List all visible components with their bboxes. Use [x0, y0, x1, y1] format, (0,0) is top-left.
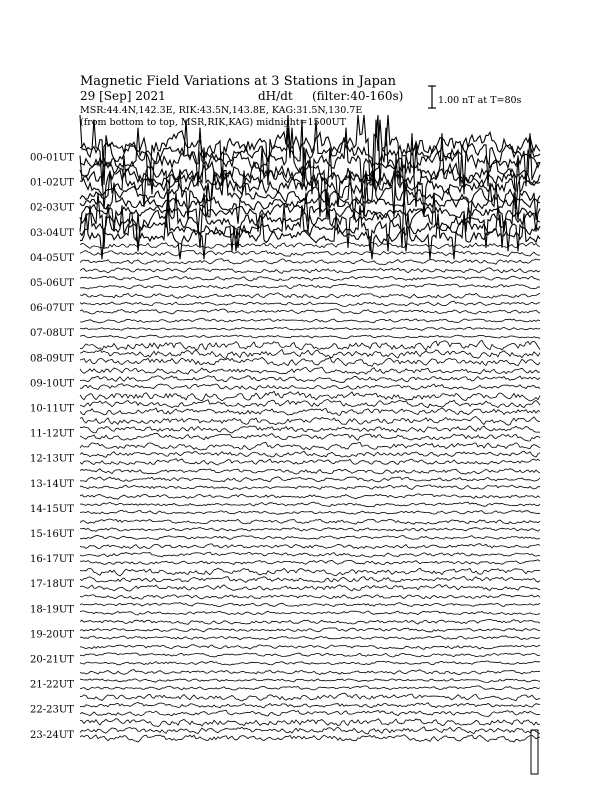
trace-12-13UT-1	[80, 451, 540, 457]
trace-18-19UT-2	[80, 595, 540, 599]
trace-04-05UT-1	[80, 250, 540, 256]
row-label-02-03UT: 02-03UT	[30, 202, 74, 214]
row-label-05-06UT: 05-06UT	[30, 278, 74, 289]
trace-15-16UT-0	[80, 535, 540, 539]
trace-21-22UT-0	[80, 686, 540, 690]
trace-17-18UT-0	[80, 585, 540, 591]
trace-20-21UT-0	[80, 661, 540, 665]
trace-09-10UT-1	[80, 376, 540, 383]
trace-18-19UT-1	[80, 603, 540, 607]
row-label-11-12UT: 11-12UT	[30, 428, 74, 440]
date-label: 29 [Sep] 2021	[80, 89, 166, 103]
trace-21-22UT-1	[80, 679, 540, 683]
trace-13-14UT-0	[80, 485, 540, 490]
trace-06-07UT-1	[80, 301, 540, 306]
trace-17-18UT-2	[80, 568, 540, 576]
row-label-18-19UT: 18-19UT	[30, 604, 74, 616]
trace-21-22UT-2	[80, 670, 540, 675]
trace-12-13UT-2	[80, 442, 540, 450]
filter-label: (filter:40-160s)	[312, 89, 404, 103]
trace-19-20UT-0	[80, 636, 540, 640]
trace-22-23UT-2	[80, 693, 540, 701]
trace-00-01UT-1	[80, 120, 540, 187]
trace-22-23UT-1	[80, 702, 540, 707]
trace-group	[80, 115, 540, 774]
row-label-01-02UT: 01-02UT	[30, 177, 74, 189]
trace-09-10UT-0	[80, 384, 540, 390]
row-label-09-10UT: 09-10UT	[30, 378, 74, 390]
trace-10-11UT-1	[80, 400, 540, 408]
row-label-21-22UT: 21-22UT	[30, 679, 74, 691]
stations-label: MSR:44.4N,142.3E, RIK:43.5N,143.8E, KAG:31.5N,130.7E	[80, 105, 363, 116]
trace-19-20UT-1	[80, 628, 540, 632]
trace-14-15UT-1	[80, 502, 540, 507]
trace-05-06UT-0	[80, 284, 540, 289]
row-labels	[30, 153, 74, 741]
trace-20-21UT-2	[80, 645, 540, 650]
trace-11-12UT-0	[80, 433, 540, 441]
row-label-20-21UT: 20-21UT	[30, 654, 74, 666]
row-label-13-14UT: 13-14UT	[30, 478, 74, 490]
chart-title: Magnetic Field Variations at 3 Stations in Japan	[80, 74, 397, 89]
clip-marker	[531, 730, 538, 774]
row-label-12-13UT: 12-13UT	[30, 453, 74, 465]
trace-15-16UT-2	[80, 519, 540, 524]
trace-07-08UT-2	[80, 318, 540, 323]
trace-10-11UT-2	[80, 391, 540, 401]
trace-03-04UT-0	[80, 213, 540, 259]
row-label-00-01UT: 00-01UT	[30, 152, 74, 164]
trace-14-15UT-2	[80, 494, 540, 499]
trace-08-09UT-2	[80, 340, 540, 350]
trace-04-05UT-0	[80, 259, 540, 265]
trace-15-16UT-1	[80, 528, 540, 532]
row-label-08-09UT: 08-09UT	[30, 353, 74, 365]
trace-07-08UT-1	[80, 327, 540, 330]
scale-label: 1.00 nT at T=80s	[438, 95, 522, 106]
trace-10-11UT-0	[80, 408, 540, 415]
trace-11-12UT-2	[80, 417, 540, 426]
trace-12-13UT-0	[80, 459, 540, 465]
trace-23-24UT-1	[80, 727, 540, 734]
trace-22-23UT-0	[80, 710, 540, 716]
row-label-22-23UT: 22-23UT	[30, 704, 74, 716]
row-label-16-17UT: 16-17UT	[30, 554, 74, 566]
trace-13-14UT-2	[80, 469, 540, 474]
trace-04-05UT-2	[80, 242, 540, 248]
scale-bar-icon	[428, 86, 436, 108]
row-label-23-24UT: 23-24UT	[30, 729, 74, 741]
trace-11-12UT-1	[80, 426, 540, 433]
row-label-06-07UT: 06-07UT	[30, 303, 74, 315]
row-label-15-16UT: 15-16UT	[30, 529, 74, 540]
trace-16-17UT-2	[80, 544, 540, 549]
trace-06-07UT-2	[80, 293, 540, 299]
trace-05-06UT-1	[80, 276, 540, 281]
trace-19-20UT-2	[80, 620, 540, 625]
row-label-19-20UT: 19-20UT	[30, 629, 74, 641]
trace-23-24UT-2	[80, 719, 540, 727]
quantity-label: dH/dt	[258, 89, 293, 103]
trace-09-10UT-2	[80, 367, 540, 374]
trace-16-17UT-0	[80, 560, 540, 565]
trace-16-17UT-1	[80, 552, 540, 557]
trace-18-19UT-0	[80, 611, 540, 615]
trace-08-09UT-0	[80, 357, 540, 366]
row-label-14-15UT: 14-15UT	[30, 503, 74, 515]
trace-17-18UT-1	[80, 576, 540, 582]
trace-06-07UT-0	[80, 309, 540, 314]
trace-13-14UT-1	[80, 477, 540, 482]
row-label-04-05UT: 04-05UT	[30, 252, 74, 264]
trace-08-09UT-1	[80, 350, 540, 359]
trace-07-08UT-0	[80, 335, 540, 339]
trace-20-21UT-1	[80, 653, 540, 657]
row-label-17-18UT: 17-18UT	[30, 579, 74, 591]
row-label-07-08UT: 07-08UT	[30, 328, 74, 340]
trace-05-06UT-2	[80, 268, 540, 274]
row-label-03-04UT: 03-04UT	[30, 227, 74, 239]
trace-23-24UT-0	[80, 735, 540, 742]
row-label-10-11UT: 10-11UT	[30, 403, 74, 415]
trace-14-15UT-0	[80, 510, 540, 514]
order-label: (from bottom to top, MSR,RIK,KAG) midnight=1500UT	[80, 117, 347, 128]
